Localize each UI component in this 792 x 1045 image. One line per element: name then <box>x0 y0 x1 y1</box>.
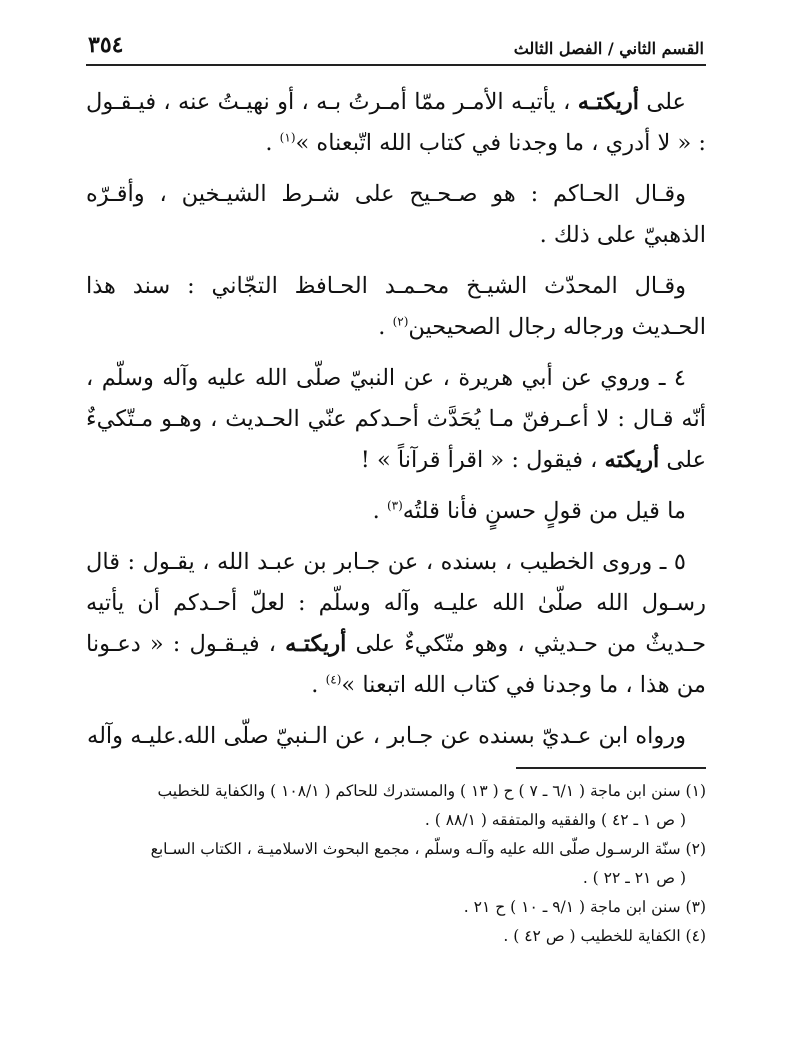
paragraph-1 <box>86 82 706 164</box>
paragraph-7 <box>86 716 706 757</box>
footnote-divider <box>516 767 706 769</box>
text-segment: . <box>311 672 326 698</box>
footnote-line: (٣) سنن ابن ماجة ( ٩/١ ـ ١٠ ) ح ٢١ . <box>463 898 706 916</box>
footnotes <box>86 777 706 951</box>
footnote-marker: (١) <box>279 130 296 145</box>
footnote-3 <box>86 893 706 922</box>
page-header <box>86 30 706 66</box>
paragraph-2 <box>86 174 706 256</box>
text-segment: ، فيـقـول : « دعـونا من هذا ، ما وجدنا في كتاب الله اتبعنا » <box>86 631 706 698</box>
running-title: القسم الثاني / الفصل الثالث <box>513 39 704 58</box>
text-segment: ، فيقول : « اقرأ قرآناً » ! <box>360 447 605 473</box>
footnote-line: (٤) الكفاية للخطيب ( ص ٤٢ ) . <box>503 927 706 945</box>
paragraph-3 <box>86 266 706 348</box>
footnote-marker: (٢) <box>392 314 409 329</box>
text-segment: على <box>639 89 686 115</box>
text-segment: ، يأتيـه الأمـر ممّا أمـرتُ بـه ، أو نهيـتُ عنه ، فيـقـول : « لا أدري ، ما وجدنا في كتاب الله اتّبعناه » <box>86 89 706 156</box>
text-segment: وقـال المحدّث الشيـخ محـمـد الحـافظ التجّاني : سند هذا الحـديث ورجاله رجال الصحيحين <box>86 273 706 340</box>
page-number: ٣٥٤ <box>88 32 124 58</box>
text-segment: . <box>265 130 280 156</box>
footnote-4 <box>86 922 706 951</box>
text-segment: ما قيل من قولٍ حسنٍ فأنا قلتُه <box>402 498 686 524</box>
footnote-1 <box>86 777 706 835</box>
keyword-arikatih: أريكتـه <box>285 631 347 657</box>
text-segment: . <box>378 314 393 340</box>
paragraph-4 <box>86 358 706 481</box>
text-segment: ٥ ـ وروى الخطيب ، بسنده ، عن جـابر بن عبـد الله ، يقـول : قال رسـول الله صلّىٰ الله عليـه وآله وسلّم : لعلّ أحـدكم أن يأتيه حـديثٌ من حـديثي ، وهو متّكيءٌ على <box>86 549 707 657</box>
footnote-marker: (٣) <box>386 498 403 513</box>
text-segment: وقـال الحـاكم : هو صـحـيح على شـرط الشيـخين ، وأقـرّه الذهبيّ على ذلك . <box>86 181 706 248</box>
text-segment: ورواه ابن عـديّ بسنده عن جـابر ، عن الـنبيّ صلّى الله.عليـه وآله <box>87 723 686 749</box>
text-segment: . <box>372 498 387 524</box>
paragraph-6 <box>86 542 706 706</box>
footnote-line: ( ص ٢١ ـ ٢٢ ) . <box>582 869 686 887</box>
footnote-2 <box>86 835 706 893</box>
keyword-arikatih: أريكته <box>604 447 660 473</box>
footnote-line: (٢) سنّة الرسـول صلّى الله عليه وآلـه وسلّم ، مجمع البحوث الاسلاميـة ، الكتاب السـابع <box>150 840 706 858</box>
paragraph-5 <box>86 491 706 532</box>
main-text <box>86 82 706 757</box>
keyword-arikatih: أريكتـه <box>577 89 640 115</box>
footnote-line: ( ص ١ ـ ٤٢ ) والفقيه والمتفقه ( ٨٨/١ ) . <box>424 811 686 829</box>
footnote-marker: (٤) <box>325 672 342 687</box>
footnote-line: (١) سنن ابن ماجة ( ٦/١ ـ ٧ ) ح ( ١٣ ) والمستدرك للحاكم ( ١٠٨/١ ) والكفاية للخطيب <box>157 782 706 800</box>
text-segment: ٤ ـ وروي عن أبي هريرة ، عن النبيّ صلّى الله عليه وآله وسلّم ، أنّه قـال : لا أعـرفنّ مـا يُحَدَّث أحـدكم عنّي الحـديث ، وهـو مـتّكيءٌ على <box>86 365 706 473</box>
